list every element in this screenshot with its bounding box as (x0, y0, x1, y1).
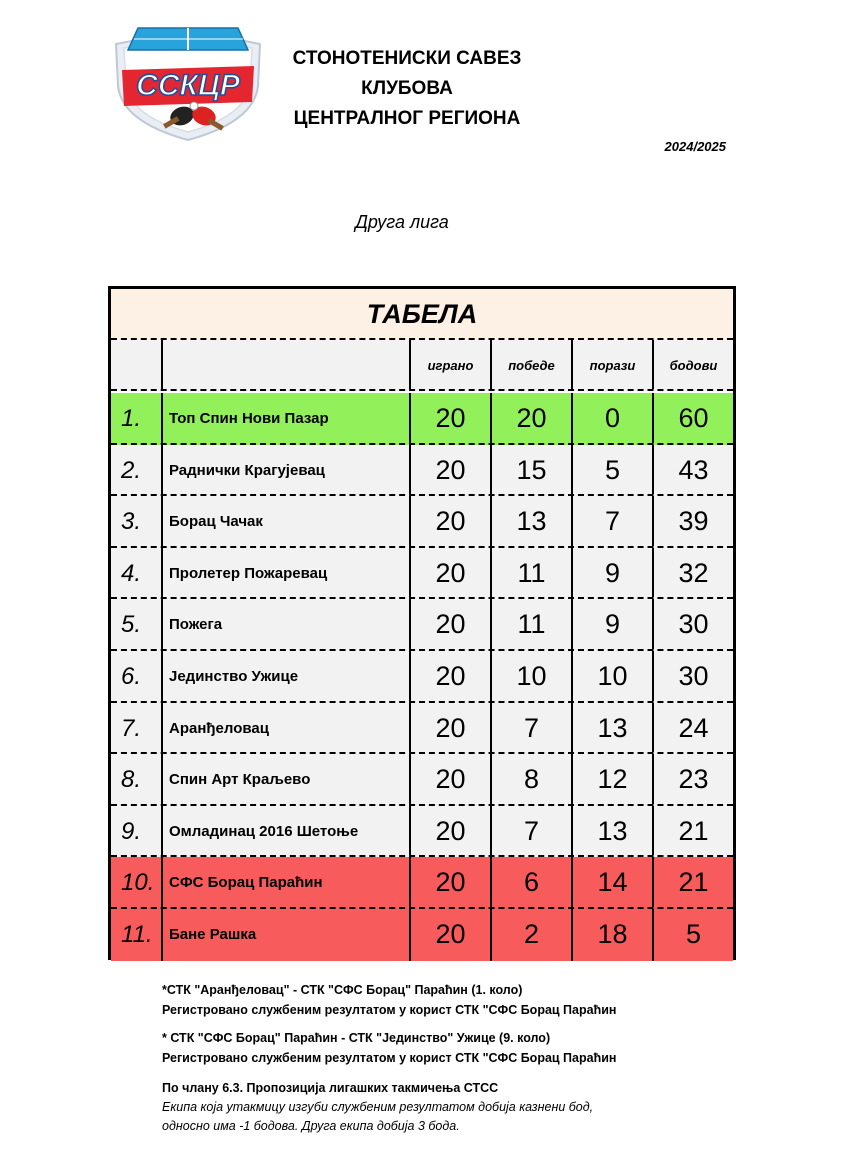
table-row (111, 548, 733, 600)
losses-cell: 13 (571, 806, 652, 856)
points-cell: 21 (652, 857, 733, 907)
rank-cell: 10. (121, 869, 155, 897)
losses-cell: 10 (571, 651, 652, 701)
table-row (111, 393, 733, 445)
played-cell: 20 (409, 806, 490, 856)
points-cell: 5 (652, 909, 733, 961)
wins-cell: 13 (490, 496, 571, 546)
wins-cell: 11 (490, 548, 571, 598)
header-wins: победе (490, 340, 571, 389)
note-2-result: Регистровано службеним резултатом у корист СТК "СФС Борац Параћин (162, 1051, 617, 1065)
points-cell: 30 (652, 651, 733, 701)
points-cell: 32 (652, 548, 733, 598)
losses-cell: 14 (571, 857, 652, 907)
rank-cell: 5. (121, 611, 142, 639)
rank-cell: 4. (121, 559, 142, 587)
team-name-cell: Бане Рашка (161, 909, 409, 961)
organization-title (268, 44, 546, 134)
org-title-line-2: КЛУБОВА (361, 78, 453, 99)
played-cell: 20 (409, 909, 490, 961)
rank-cell: 3. (121, 508, 142, 536)
played-cell: 20 (409, 393, 490, 443)
table-title: ТАБЕЛА (111, 289, 733, 340)
played-cell: 20 (409, 651, 490, 701)
points-cell: 24 (652, 703, 733, 753)
rank-cell: 7. (121, 714, 142, 742)
wins-cell: 15 (490, 445, 571, 495)
org-title-line-3: ЦЕНТРАЛНОГ РЕГИОНА (293, 108, 521, 129)
played-cell: 20 (409, 599, 490, 649)
standings-table (108, 286, 736, 960)
team-name-cell: Спин Арт Краљево (161, 754, 409, 804)
played-cell: 20 (409, 496, 490, 546)
losses-cell: 18 (571, 909, 652, 961)
header-rank (111, 340, 161, 389)
note-2-match: * СТК "СФС Борац" Параћин - СТК "Јединство" Ужице (9. коло) (162, 1031, 551, 1045)
team-name-cell: Пожега (161, 599, 409, 649)
losses-cell: 12 (571, 754, 652, 804)
league-name: Друга лига (355, 212, 449, 232)
points-cell: 60 (652, 393, 733, 443)
header-points: бодови (652, 340, 733, 389)
team-name-cell: Јединство Ужице (161, 651, 409, 701)
wins-cell: 8 (490, 754, 571, 804)
logo-text: ССКЦР (136, 69, 240, 102)
wins-cell: 7 (490, 806, 571, 856)
losses-cell: 0 (571, 393, 652, 443)
header-losses: порази (571, 340, 652, 389)
team-name-cell: Топ Спин Нови Пазар (161, 393, 409, 443)
table-row (111, 909, 733, 961)
table-row (111, 599, 733, 651)
rule-text-line-1: Екипа која утакмицу изгуби службеним резултатом добија казнени бод, (162, 1100, 594, 1114)
org-title-line-1: СТОНОТЕНИСКИ САВЕЗ (292, 48, 522, 69)
played-cell: 20 (409, 445, 490, 495)
points-cell: 43 (652, 445, 733, 495)
losses-cell: 13 (571, 703, 652, 753)
team-name-cell: СФС Борац Параћин (161, 857, 409, 907)
losses-cell: 9 (571, 599, 652, 649)
table-row (111, 445, 733, 497)
played-cell: 20 (409, 703, 490, 753)
header-team (161, 340, 409, 389)
note-1-result: Регистровано службеним резултатом у корист СТК "СФС Борац Параћин (162, 1003, 617, 1017)
wins-cell: 7 (490, 703, 571, 753)
losses-cell: 7 (571, 496, 652, 546)
footnotes (162, 980, 722, 1136)
table-row (111, 857, 733, 909)
played-cell: 20 (409, 857, 490, 907)
losses-cell: 9 (571, 548, 652, 598)
table-row (111, 754, 733, 806)
federation-logo (108, 22, 268, 144)
table-row (111, 651, 733, 703)
rule-title: По члану 6.3. Пропозиција лигашких такмичења СТСС (162, 1081, 499, 1095)
played-cell: 20 (409, 548, 490, 598)
team-name-cell: Аранђеловац (161, 703, 409, 753)
rank-cell: 6. (121, 663, 142, 690)
rank-cell: 1. (121, 405, 142, 432)
header-played: играно (409, 340, 490, 389)
rank-cell: 8. (121, 766, 142, 794)
table-row (111, 496, 733, 548)
table-row (111, 806, 733, 858)
wins-cell: 11 (490, 599, 571, 649)
wins-cell: 2 (490, 909, 571, 961)
wins-cell: 6 (490, 857, 571, 907)
season-label: 2024/2025 (664, 139, 726, 154)
table-header-row (111, 340, 733, 391)
wins-cell: 20 (490, 393, 571, 443)
points-cell: 23 (652, 754, 733, 804)
team-name-cell: Раднички Крагујевац (161, 445, 409, 495)
rule-text-line-2: односно има -1 бодова. Друга екипа добија 3 бода. (162, 1119, 460, 1133)
note-1-match: *СТК "Аранђеловац" - СТК "СФС Борац" Параћин (1. коло) (162, 983, 523, 997)
team-name-cell: Омладинац 2016 Шетоње (161, 806, 409, 856)
points-cell: 30 (652, 599, 733, 649)
team-name-cell: Борац Чачак (161, 496, 409, 546)
rank-cell: 9. (121, 817, 142, 845)
played-cell: 20 (409, 754, 490, 804)
wins-cell: 10 (490, 651, 571, 701)
losses-cell: 5 (571, 445, 652, 495)
table-row (111, 703, 733, 755)
rank-cell: 11. (121, 921, 153, 948)
points-cell: 21 (652, 806, 733, 856)
points-cell: 39 (652, 496, 733, 546)
rank-cell: 2. (121, 456, 142, 484)
team-name-cell: Пролетер Пожаревац (161, 548, 409, 598)
